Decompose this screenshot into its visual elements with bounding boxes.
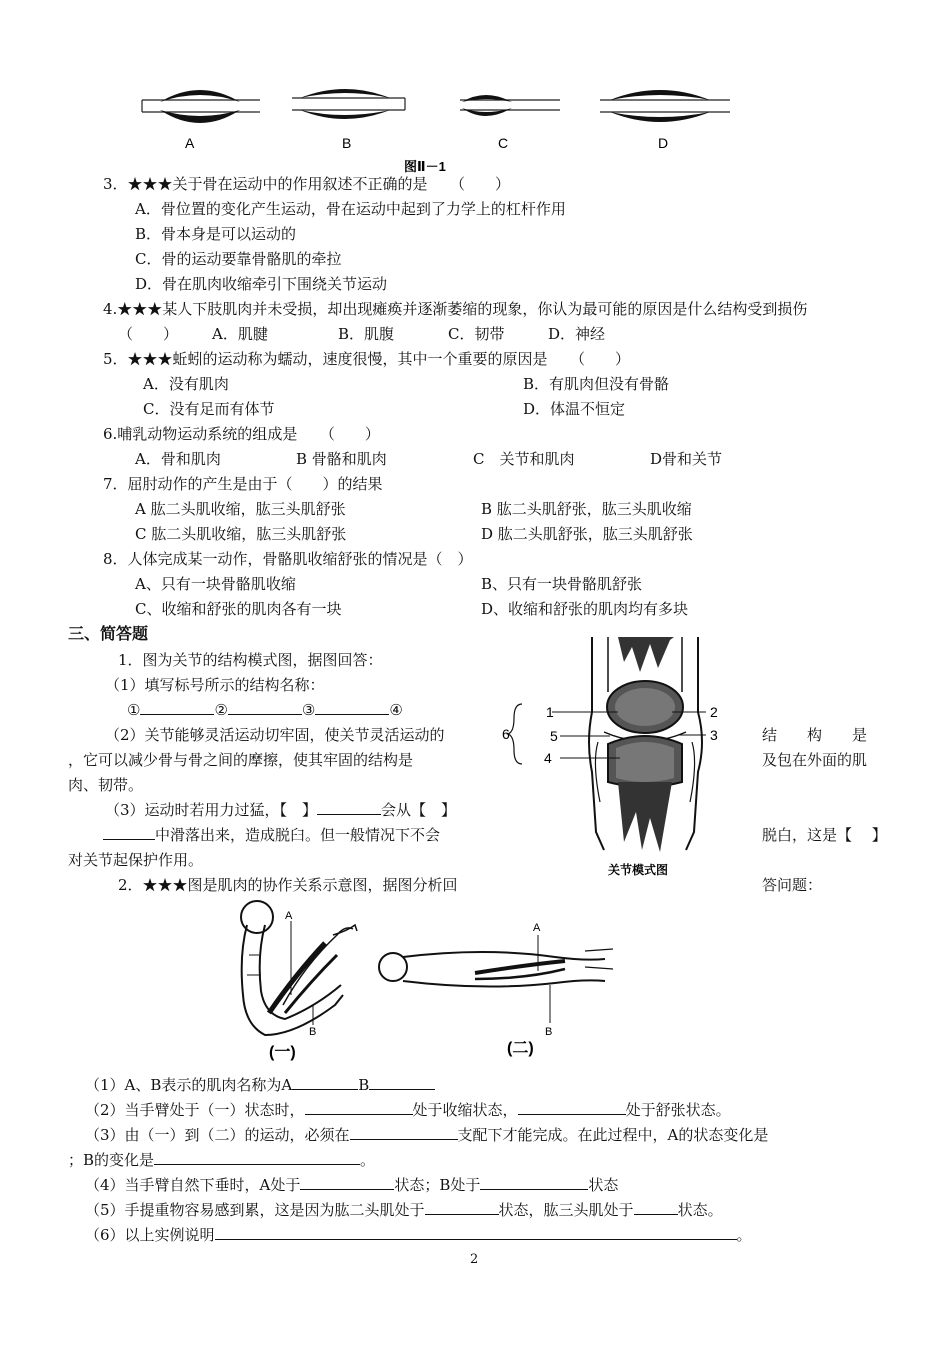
s1-p3c: 对关节起保护作用。 (68, 851, 204, 869)
q6-option-b: B 骨骼和肌肉 (296, 450, 387, 468)
joint-label-5: 5 (550, 728, 558, 744)
s2-stem: 2．★★★图是肌肉的协作关系示意图，据图分析回 (118, 876, 458, 894)
answer-blank-p3b[interactable] (103, 825, 155, 840)
answer-blank-a2a[interactable] (305, 1100, 413, 1115)
muscle-diagram-d (600, 90, 730, 122)
s2-a2: （2）当手臂处于（一）状态时， 处于收缩状态， 处于舒张状态。 (85, 1101, 731, 1119)
answer-blank-a4b[interactable] (480, 1175, 588, 1190)
s2-a1: （1）A、B表示的肌肉名称为A B (85, 1075, 435, 1095)
q5-option-d: D．体温不恒定 (523, 400, 626, 418)
q8-option-b: B、只有一块骨骼肌舒张 (481, 575, 643, 593)
muscle-length-figure (130, 78, 750, 178)
joint-diagram (500, 632, 750, 880)
q5-stem: 5．★★★蚯蚓的运动称为蠕动，速度很慢，其中一个重要的原因是 （ ） (103, 350, 631, 368)
s1-p2b: ，它可以减少骨与骨之间的摩擦，使其牢固的结构是 (68, 751, 414, 769)
s1-p3b: 中滑落出来，造成脱臼。但一般情况下不会 (103, 825, 440, 845)
arm1-label-a: A (285, 910, 293, 922)
muscle-diagram-b (292, 89, 405, 119)
figure-caption: 图Ⅱ－1 (404, 159, 446, 174)
q8-stem: 8．人体完成某一动作，骨骼肌收缩舒张的情况是（ ） (103, 550, 473, 568)
q5-option-a: A．没有肌肉 (143, 375, 229, 393)
joint-label-2: 2 (710, 704, 718, 720)
answer-blank-1[interactable] (140, 700, 214, 715)
s1-p3b-right: 脱白，这是【 】 (762, 826, 887, 844)
answer-blank-a3a[interactable] (350, 1125, 458, 1140)
q7-stem: 7．屈肘动作的产生是由于（ ）的结果 (103, 475, 383, 493)
blank-num-2: ② (214, 701, 228, 719)
s1-p3a: （3）运动时若用力过猛，【 】 会从【 】 (105, 801, 457, 819)
s1-p2a: （2）关节能够灵活运动切牢固，使关节灵活运动的 (105, 726, 445, 744)
blank-num-1: ① (127, 701, 141, 719)
page-number: 2 (470, 1252, 479, 1267)
s1-p1: （1）填写标号所示的结构名称： (105, 676, 325, 694)
answer-blank-a1b[interactable] (369, 1075, 435, 1090)
muscle-diagram-a (142, 90, 260, 123)
q8-option-a: A、只有一块骨骼肌收缩 (135, 575, 296, 593)
s1-p2a-right: 结 构 是 (762, 726, 868, 744)
q3-option-d: D．骨在肌肉收缩牵引下围绕关节运动 (135, 275, 388, 293)
q7-option-c: C 肱二头肌收缩，肱三头肌舒张 (135, 525, 347, 543)
q4-option-d: D．神经 (548, 325, 606, 343)
answer-blank-a5b[interactable] (634, 1200, 678, 1215)
section-title: 三、简答题 (68, 624, 149, 643)
q6-option-c: C 关节和肌肉 (473, 450, 575, 468)
s1-p2c: 肉、韧带。 (68, 776, 144, 794)
blank-num-3: ③ (301, 701, 316, 719)
arm-flexed (241, 901, 357, 1035)
muscle-label-a: A (185, 135, 195, 151)
q4-option-c: C．韧带 (448, 325, 505, 343)
s1-blanks-row (127, 700, 403, 720)
joint-figure-caption: 关节模式图 (608, 863, 669, 877)
q7-option-a: A 肱二头肌收缩，肱三头肌舒张 (135, 500, 346, 518)
s1-stem: 1．图为关节的结构模式图，据图回答： (118, 651, 383, 669)
answer-blank-2[interactable] (228, 700, 302, 715)
s2-a4: （4）当手臂自然下垂时，A处于 状态；B处于 状态 (85, 1176, 619, 1194)
answer-blank-a4a[interactable] (300, 1175, 394, 1190)
q3-option-b: B．骨本身是可以运动的 (135, 225, 297, 243)
q4-option-a: A．肌腱 (212, 325, 268, 343)
q5-option-b: B．有肌肉但没有骨骼 (523, 375, 670, 393)
arm-extended (379, 935, 613, 1023)
answer-blank-3[interactable] (315, 700, 389, 715)
answer-blank-p3a[interactable] (317, 800, 381, 815)
q3-option-c: C．骨的运动要靠骨骼肌的牵拉 (135, 250, 342, 268)
blank-num-4: ④ (389, 701, 403, 719)
joint-label-3: 3 (710, 727, 718, 743)
arm2-caption: (二) (507, 1040, 534, 1057)
answer-blank-a6[interactable] (215, 1225, 737, 1240)
joint-label-1: 1 (546, 704, 554, 720)
q8-option-d: D、收缩和舒张的肌肉均有多块 (481, 600, 689, 618)
q8-option-c: C、收缩和舒张的肌肉各有一块 (135, 600, 342, 618)
s2-a3a: （3）由（一）到（二）的运动，必须在 支配下才能完成。在此过程中，A的状态变化是 (85, 1126, 769, 1144)
s2-stem-right: 答问题： (762, 876, 823, 894)
joint-label-4: 4 (544, 750, 552, 766)
arm1-caption: (一) (269, 1044, 296, 1061)
answer-blank-a3b[interactable] (154, 1150, 360, 1165)
arm1-label-b: B (309, 1026, 317, 1038)
s2-a3b: ；B的变化是 。 (68, 1151, 376, 1169)
answer-blank-a2b[interactable] (518, 1100, 626, 1115)
q7-option-d: D 肱二头肌舒张，肱三头肌舒张 (481, 525, 693, 543)
muscle-label-d: D (658, 135, 669, 151)
q3-option-a: A．骨位置的变化产生运动，骨在运动中起到了力学上的杠杆作用 (135, 200, 566, 218)
q5-option-c: C．没有足而有体节 (143, 400, 275, 418)
s2-a5: （5）手提重物容易感到累，这是因为肱二头肌处于 状态，肱三头肌处于 状态。 (85, 1201, 723, 1219)
answer-blank-a1a[interactable] (292, 1075, 358, 1090)
muscle-diagram-c (460, 95, 560, 116)
q7-option-b: B 肱二头肌舒张，肱三头肌收缩 (481, 500, 692, 518)
s2-a6: （6）以上实例说明 。 (85, 1226, 752, 1244)
arm2-label-a: A (533, 922, 541, 934)
arm-muscle-figure (225, 895, 620, 1065)
q4-option-b: B．肌腹 (338, 325, 395, 343)
q4-paren: （ ） (118, 325, 179, 343)
q6-option-a: A．骨和肌肉 (135, 450, 221, 468)
q6-option-d: D骨和关节 (650, 450, 723, 468)
q4-stem: 4.★★★某人下肢肌肉并未受损，却出现瘫痪并逐渐萎缩的现象，你认为最可能的原因是什么结构受到损伤 (103, 300, 808, 318)
muscle-label-c: C (498, 135, 509, 151)
arm2-label-b: B (545, 1026, 553, 1038)
q6-stem: 6.哺乳动物运动系统的组成是 （ ） (103, 425, 380, 443)
answer-blank-a5a[interactable] (425, 1200, 499, 1215)
joint-label-6: 6 (502, 726, 510, 742)
s1-p2b-right: 及包在外面的肌 (762, 751, 868, 769)
q3-stem: 3．★★★关于骨在运动中的作用叙述不正确的是 （ ） (103, 175, 511, 193)
muscle-label-b: B (342, 135, 352, 151)
